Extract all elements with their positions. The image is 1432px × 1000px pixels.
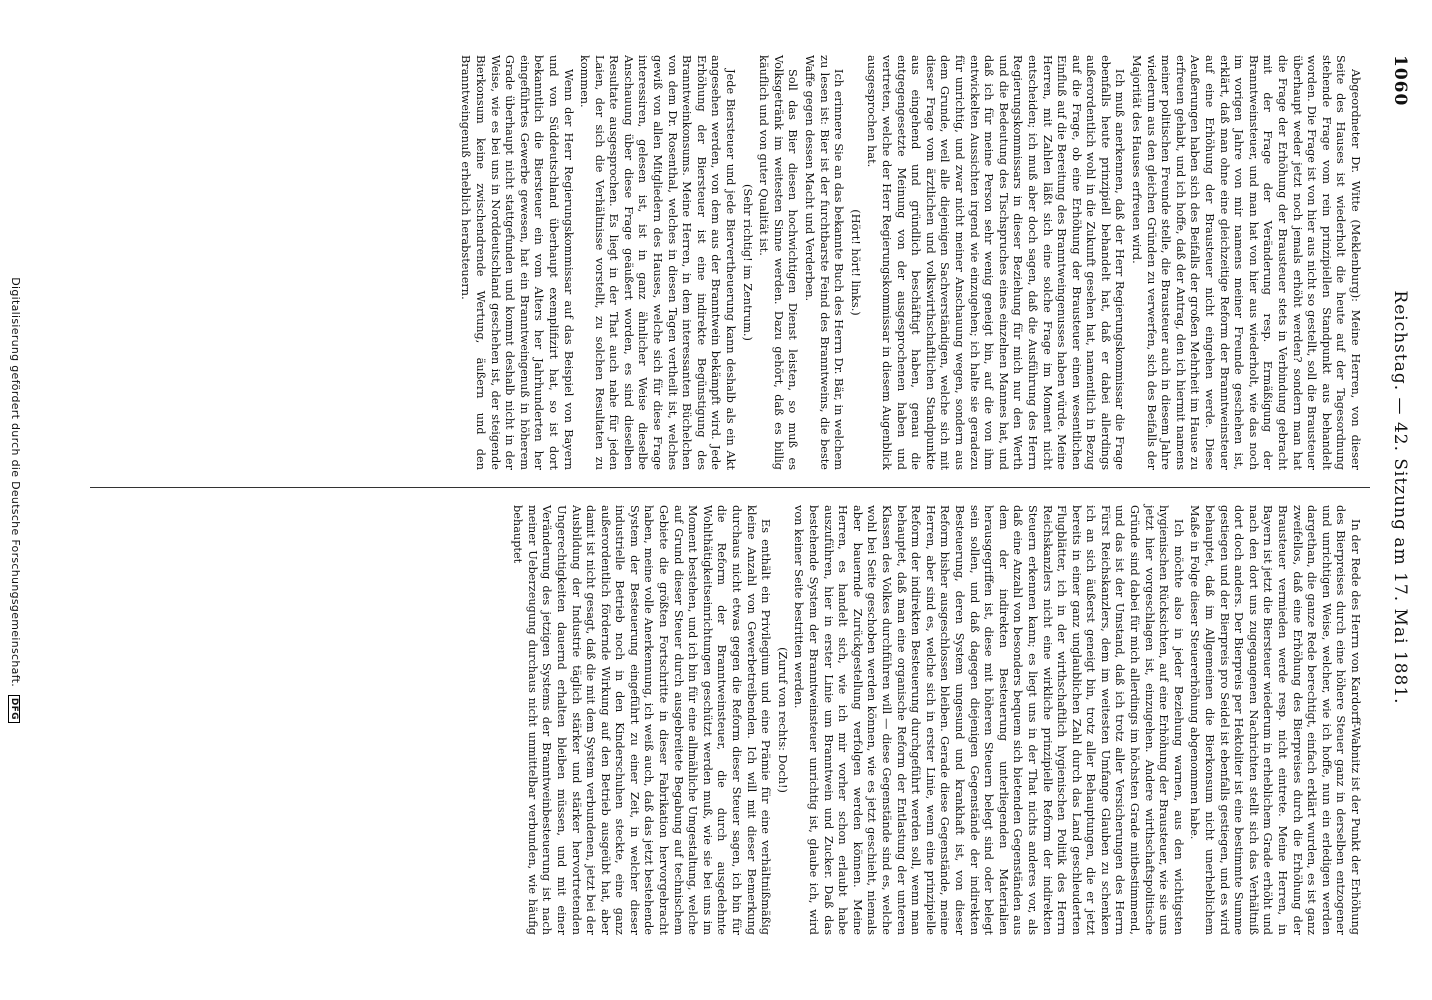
paragraph: In der Rede des Herrn von Kardorff-Wabnitz ist der Punkt der Erhöhung des Bierpreises durch eine höhere Steuer ganz in derselben entzogener und unrichtigen Weise, welcher, wie ich hoffe, nun ein erledigen werden dargethan, die ganze Rede berechtigt, einfach erklärt wurden, es ist ganz zweifellos, daß eine Erhöhung des Bierpreises durch die Erhöhung der Brausteuer vermieden werde resp. nicht eintrete. Meine Herren, in Bayern ist jetzt die Biersteuer wiederum in erheblichem Grade erhöht und nach den dort uns zugegangenen Nachrichten stellt sich das Verhältniß dort doch anders. Der Bierpreis per Hektoliter ist eine bestimmte Summe gestiegen und der Bierpreis pro Seidel ist ebenfalls gestiegen, und es wird behauptet, daß im Allgemeinen die Bierkonsum nicht unerheblichem Maße in Folge dieser Steuererhöhung abgenommen habe. xyxy=(1188,505,1362,935)
paragraph: Wenn der Herr Regierungskommissar auf das Beispiel von Bayern und von Süddeutschland überhaupt exemplifizirt hat, so ist dort bekanntlich die Biersteuer ein vom Alters her Jahrhunderten her eingeführtes Gewerbe gewesen, hat ein Branntweingenuß in höherem Grade überhaupt nicht stattgefunden und kommt deshalb nicht in der Weise, wie es bei uns in Norddeutschland geschehen ist, der steigende Bierkonsum keine zwischendrende Wertung, äußern und den Branntweingenuß erheblich herabsteuern. xyxy=(459,55,575,470)
left-column xyxy=(459,55,1362,470)
page-header xyxy=(1384,55,1410,940)
paragraph: Ich muß anerkennen, daß der Herr Regierungskommissar die Frage ebenfalls heute prinzipiell behandelt hat, daß er dabei allerdings außerordentlich wohl in die Zukunft gesehen hat, namentlich in Bezug auf die Frage, ob eine Erhöhung der Brausteuer einen wesentlichen Einfluß auf die Bereitung des Branntweingenusses haben würde. Meine Herren, mit Zahlen läßt sich eine solche Frage im Moment nicht entscheiden; ich muß aber doch sagen, daß die Ausführung des Herrn Regierungskommissars in dieser Beziehung für mich nur den Werth und die Bedeutung des Tischspruches eines einzelnen Mannes hat, und daß ich für meine Person sehr wenig geneigt bin, auf die von ihm entwickelten Aussichten irgend wie einzugehen; ich halte sie geradezu für unrichtig, und zwar nicht meiner Anschauung wegen, sondern aus dem Grunde, weil alle diejenigen Sachverständigen, welche sich mit dieser Frage vom ärztlichen und volkswirthschaftlichen Standpunkte aus eingehend und gründlich beschäftigt haben, genau die entgegengesetzte Meinung von der ausgesprochenen haben und vertreten, welche der Herr Regierungskommissar in diesem Augenblick ausgesprochen hat. xyxy=(865,55,1127,470)
right-column xyxy=(2,505,1362,935)
column-divider xyxy=(90,487,1370,488)
page-footer xyxy=(0,0,40,1000)
page-number: 1060 xyxy=(1390,55,1410,107)
dfg-logo: DFG xyxy=(8,695,20,723)
interjection: (Sehr richtig! im Zentrum.) xyxy=(740,184,754,341)
paragraph: Abgeordneter Dr. Witte (Meklenburg): Meine Herren, von dieser Seite des Hauses ist wiederholt die heute auf der Tagesordnung stehende Frage vom rein prinzipiellen Standpunkt aus behandelt worden. Die Frage ist von hier aus nicht so gestellt, soll die Brausteuer überhaupt weder jetzt noch jemals erhöht werden? sondern man hat die Frage der Erhöhung der Brausteuer stets in Verbindung gebracht mit der Frage der Veränderung resp. Ermäßigung der Branntweinsteuer, und man hat von hier aus wiederholt, wie das noch im vorigen Jahre von mir namens meiner Freunde geschehen ist, erklärt, daß man ohne eine gleichzeitige Reform der Branntweinsteuer auf eine Erhöhung der Brausteuer nicht eingehen werde. Diese Aeußerungen haben sich des Beifalls der großen Mehrheit im Hause zu erfreuen gehabt, und ich hoffe, daß der Antrag, den ich hiermit namens meiner politischen Freunde stelle, die Brausteuer auch in diesem Jahre wiederum aus den gleichen Gründen zu verwerfen, sich des Beifalls der Majorität des Hauses erfreuen wird. xyxy=(1130,55,1362,470)
paragraph: Es enthält ein Privilegium und eine Prämie für eine verhältnißmäßig kleine Anzahl von Gewerbetreibenden. Ich will mit dieser Bemerkung durchaus nicht etwas gegen die Reform dieser Steuer sagen, ich bin für die Reform der Branntweinsteuer, die durch ausgedehnte Wohlthätigkeitseinrichtungen geschützt werden muß, wie sie bei uns im Moment bestehen, und ich bin für eine allmähliche Umgestaltung, welche auf Grund dieser Steuer durch ausgebreitete Begabung auf technischem Gebiete die größten Fortschritte in dieser Fabrikation hervorgebracht haben, meine volle Anerkennung, ich weiß auch, daß das jetzt bestehende System der Besteuerung eingeführt zu einer Zeit, in welcher dieser industrielle Betrieb noch in den Kinderschuhen steckte, eine ganz außerordentlich fördernde Wirkung auf den Betrieb ausgeübt hat, aber damit ist nicht gesagt, daß die mit dem System verbundenen, jetzt bei der Ausbildung der Industrie täglich stärker und stärker hervortretenden Ungerechtigkeiten dauernd erhalten bleiben müssen, und mit einer Veränderung des jetzigen Systems der Branntweinbesteuerung ist nach meiner Ueberzeugung durchaus nicht unmittelbar verbunden, wie häufig behauptet xyxy=(511,505,773,935)
paragraph: Soll das Bier diesen hochwichtigen Dienst leisten, so muß es Volksgetränk im weitesten Sinne werden. Dazu gehört, daß es billig käuflich und von guter Qualität ist. xyxy=(757,55,800,470)
paragraph: Ich möchte also in jeder Beziehung warnen, aus den wichtigsten hygienischen Rücksichten, auf eine Erhöhung der Brausteuer, wie sie uns jetzt hier vorgeschlagen ist, einzugehen. Andere wirthschaftspolitische Gründe sind dabei für mich allerdings im höchsten Grade mitbestimmend, und das ist der Umstand, daß ich trotz aller Versicherungen des Herrn Fürst Reichskanzlers, dem im weitesten Umfange Glauben zu schenken ich an sich äußerst geneigt bin, trotz aller Behauptungen, die er jetzt bereits in einer ganz unglaublichen Zahl durch das Land geschleuderten Flugblätter, ich in der wirthschaftlich hygienischen Politik des Herrn Reichskanzlers nicht eine wirkliche prinzipielle Reform der indirekten Steuern erkennen kann; es liegt uns in der That nichts anderes vor, als daß eine Anzahl von besonders bequem sich bietenden Gegenständen aus dem der indirekten Besteuerung unterliegenden Materialien herausgegriffen ist, diese mit höheren Steuern belegt sind oder belegt sein sollen, und daß dagegen diejenigen Gegenstände der indirekten Besteuerung, deren System ungesund und krankhaft ist, von dieser Reform bisher ausgeschlossen bleiben. Gerade diese Gegenstände, meine Herren, aber sind es, welche sich in erster Linie, wenn eine prinzipielle Reform der indirekten Besteuerung durchgeführt werden soll, wenn man behauptet, daß man eine organische Reform der Entlastung der unteren Klassen des Volkes durchführen will — diese Gegenstände sind es, welche wohl bei Seite geschoben werden können, wie es jetzt geschieht, niemals aber bauernde Zurückgestellung verfolgen werden können. Meine Herren, es handelt sich, wie ich mir vorher schon erlaubt habe auszuführen, hier in erster Linie um Branntwein und Zucker. Daß das bestehende System der Branntweinsteuer unrichtig ist, glaube ich, wird von keiner Seite bestritten werden. xyxy=(792,505,1185,935)
paragraph: Ich erinnere Sie an das bekannte Buch des Herrn Dr. Bär, in welchem zu lesen ist: Bier ist der furchtbarste Feind des Branntweins, die beste Waffe gegen dessen Macht und Verderben. xyxy=(803,55,846,470)
digitization-credit xyxy=(8,0,22,1000)
interjection: (Hört! hört! links.) xyxy=(848,209,862,316)
paragraph: Jede Biersteuer und jede Biervertheuerung kann deshalb als ein Akt angesehen werden, von dem aus der Branntwein bekämpft wird. Jede Erhöhung der Biersteuer ist eine indirekte Begünstigung des Branntweinkonsums. Meine Herren, in dem interessanten Büchelchen von dem Dr. Rosenthal, welches in diesen Tagen vertheilt ist, welches gewiß von allen Mitgliedern des Hauses, welche sich für diese Frage interessiren, gelesen ist, ist in ganz ähnlicher Weise dieselbe Anschauung über diese Frage geäußert worden, es sind dieselben Resultate ausgesprochen. Es liegt in der That auch nahe für jeden Laien, der sich die Verhältnisse vorstellt, zu solchen Resultaten zu kommen. xyxy=(578,55,738,470)
interjection: (Zuruf von rechts: Doch!) xyxy=(775,647,789,793)
running-title: Reichstag. — 42. Sitzung am 17. Mai 1881. xyxy=(1390,290,1410,705)
credit-text: Digitalisierung gefördert durch die Deutsche Forschungsgemeinschaft. xyxy=(9,277,22,688)
